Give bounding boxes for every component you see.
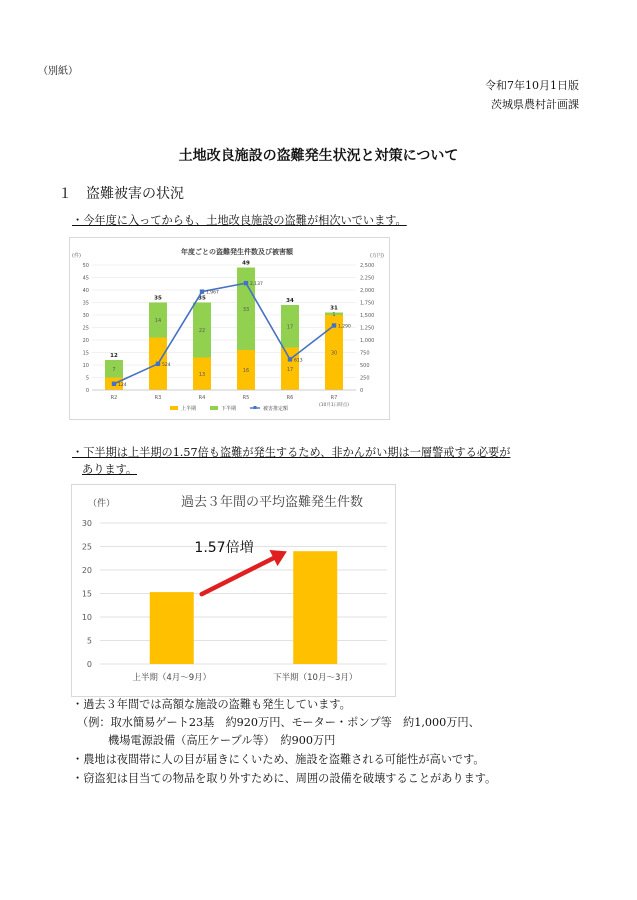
average-theft-chart	[71, 484, 396, 697]
chart2-annotation: 1.57倍増	[194, 540, 254, 556]
chart1-x-tick: R6	[286, 395, 294, 401]
attachment-label: （別紙）	[38, 66, 78, 77]
chart1-x-tick: R7	[330, 395, 338, 401]
chart1-y2-tick: 0	[360, 388, 364, 394]
paragraph-night-risk: ・農地は夜間帯に人の目が届きにくいため、施設を盗難される可能性が高いです。	[72, 753, 485, 766]
chart1-damage-label: 1,967	[206, 290, 219, 296]
chart1-damage-point	[288, 357, 292, 361]
paragraph-second-half-line1: ・下半期は上半期の1.57倍も盗難が発生するため、非かんがい期は一層警戒する必要が	[72, 446, 511, 459]
chart2-y-tick: 20	[81, 566, 92, 575]
paragraph-example-line2: 機場電源設備（高圧ケーブル等） 約900万円	[108, 734, 336, 747]
chart1-legend-line-marker	[254, 406, 257, 409]
chart1-y2-tick: 2,250	[360, 275, 375, 282]
paragraph-example-line1: （例：取水簡易ゲート23基 約920万円、モーター・ポンプ等 約1,000万円、	[77, 716, 480, 729]
chart1-label-first-half: 17	[286, 366, 294, 373]
chart1-y2-tick: 1,000	[360, 338, 375, 344]
chart1-y-tick: 40	[82, 288, 89, 294]
section-title: 盗難被害の状況	[86, 186, 184, 202]
chart1-total-label: 34	[286, 298, 294, 304]
chart1-y-tick: 30	[82, 313, 89, 319]
chart1-damage-point	[332, 323, 336, 327]
chart1-damage-label: 124	[118, 382, 127, 388]
chart1-x-tick: R3	[154, 395, 162, 401]
document-title: 土地改良施設の盗難発生状況と対策について	[178, 148, 459, 164]
department-name: 茨城県農村計画課	[491, 98, 579, 111]
chart1-y2-tick: 2,000	[360, 288, 375, 294]
issue-date: 令和7年10月1日版	[485, 79, 579, 92]
chart1-y2-tick: 1,750	[360, 300, 375, 307]
chart1-damage-point	[112, 382, 116, 386]
chart1-x-tick: R5	[242, 395, 250, 401]
chart1-total-label: 35	[198, 295, 206, 302]
chart2-y-tick: 25	[81, 542, 92, 552]
chart2-x-tick: 下半期（10月～3月）	[273, 673, 358, 683]
chart2-y-tick: 30	[81, 519, 92, 528]
chart1-legend-swatch	[210, 406, 218, 410]
chart2-y-tick: 10	[81, 613, 92, 622]
chart1-legend-label: 下半期	[221, 406, 237, 412]
chart1-legend-swatch	[170, 406, 178, 410]
chart1-y2-tick: 1,500	[360, 313, 375, 319]
chart1-y2-tick: 250	[360, 375, 370, 382]
chart1-y-tick: 20	[82, 338, 89, 344]
chart1-damage-point	[156, 362, 160, 366]
chart1-damage-label: 2,137	[250, 282, 263, 288]
paragraph-recent-thefts: ・今年度に入ってからも、土地改良施設の盗難が相次いでいます。	[72, 214, 407, 227]
chart1-label-second-half: 14	[154, 318, 162, 324]
chart1-label-first-half: 30	[330, 350, 338, 357]
section-number: １	[58, 186, 72, 202]
chart2-title: 過去３年間の平均盗難発生件数	[180, 495, 364, 510]
chart2-y-tick: 15	[81, 589, 92, 599]
chart1-y2-tick: 1,250	[360, 325, 375, 332]
chart1-y2-tick: 2,500	[360, 263, 375, 269]
chart2-y-tick: 0	[86, 660, 92, 669]
chart1-right-unit: (万円)	[370, 253, 384, 259]
chart1-label-second-half: 7	[112, 366, 116, 373]
chart1-damage-point	[200, 289, 204, 293]
chart1-label-second-half: 33	[242, 306, 250, 313]
chart1-left-unit: (件)	[72, 253, 81, 259]
chart1-label-first-half: 13	[198, 371, 206, 378]
chart1-damage-label: 613	[294, 358, 303, 364]
chart2-arrow-shaft	[202, 557, 276, 594]
paragraph-expensive-thefts: ・過去３年間では高額な施設の盗難も発生しています。	[72, 698, 351, 711]
chart1-damage-line	[114, 283, 334, 384]
chart2-y-tick: 5	[86, 636, 92, 646]
chart2-x-tick: 上半期（4月～9月）	[132, 673, 212, 683]
annual-theft-chart-svg	[70, 238, 389, 419]
chart1-y-tick: 15	[82, 350, 89, 357]
chart1-date-note: (10月1日時点)	[318, 403, 350, 408]
chart1-y-tick: 25	[82, 325, 89, 332]
chart1-y2-tick: 500	[360, 363, 370, 369]
chart1-y2-tick: 750	[360, 350, 370, 357]
chart1-total-label: 49	[242, 260, 250, 267]
chart1-y-tick: 5	[85, 375, 89, 382]
chart1-total-label: 35	[154, 295, 162, 302]
average-theft-chart-svg	[72, 485, 395, 696]
chart2-bar	[150, 592, 194, 664]
chart2-bar	[293, 551, 337, 664]
chart1-damage-label: 524	[162, 362, 171, 368]
chart1-damage-label: 1,290	[338, 324, 351, 330]
chart1-total-label: 31	[330, 305, 338, 312]
paragraph-second-half-line2: あります。	[82, 463, 138, 476]
chart1-y-tick: 10	[82, 363, 89, 369]
chart1-label-second-half: 22	[198, 328, 206, 334]
paragraph-damage-risk: ・窃盗犯は目当ての物品を取り外すために、周囲の設備を破壊することがあります。	[72, 772, 497, 785]
chart1-total-label: 12	[110, 353, 118, 359]
annual-theft-chart	[69, 237, 390, 420]
chart2-unit: （件）	[88, 499, 116, 509]
chart1-label-second-half: 1	[332, 311, 336, 318]
chart1-damage-point	[244, 281, 248, 285]
chart1-label-first-half: 16	[242, 368, 250, 374]
chart1-legend-label: 被害推定額	[263, 406, 289, 412]
chart1-y-tick: 35	[82, 300, 89, 307]
section-heading	[58, 183, 184, 203]
chart1-x-tick: R2	[110, 395, 118, 401]
chart1-y-tick: 0	[85, 388, 89, 394]
chart1-title: 年度ごとの盗難発生件数及び被害額	[181, 248, 293, 256]
chart1-y-tick: 50	[82, 263, 89, 269]
chart1-y-tick: 45	[82, 275, 89, 282]
chart1-legend-label: 上半期	[181, 406, 197, 412]
chart1-label-second-half: 17	[286, 324, 294, 331]
chart1-x-tick: R4	[198, 395, 206, 401]
